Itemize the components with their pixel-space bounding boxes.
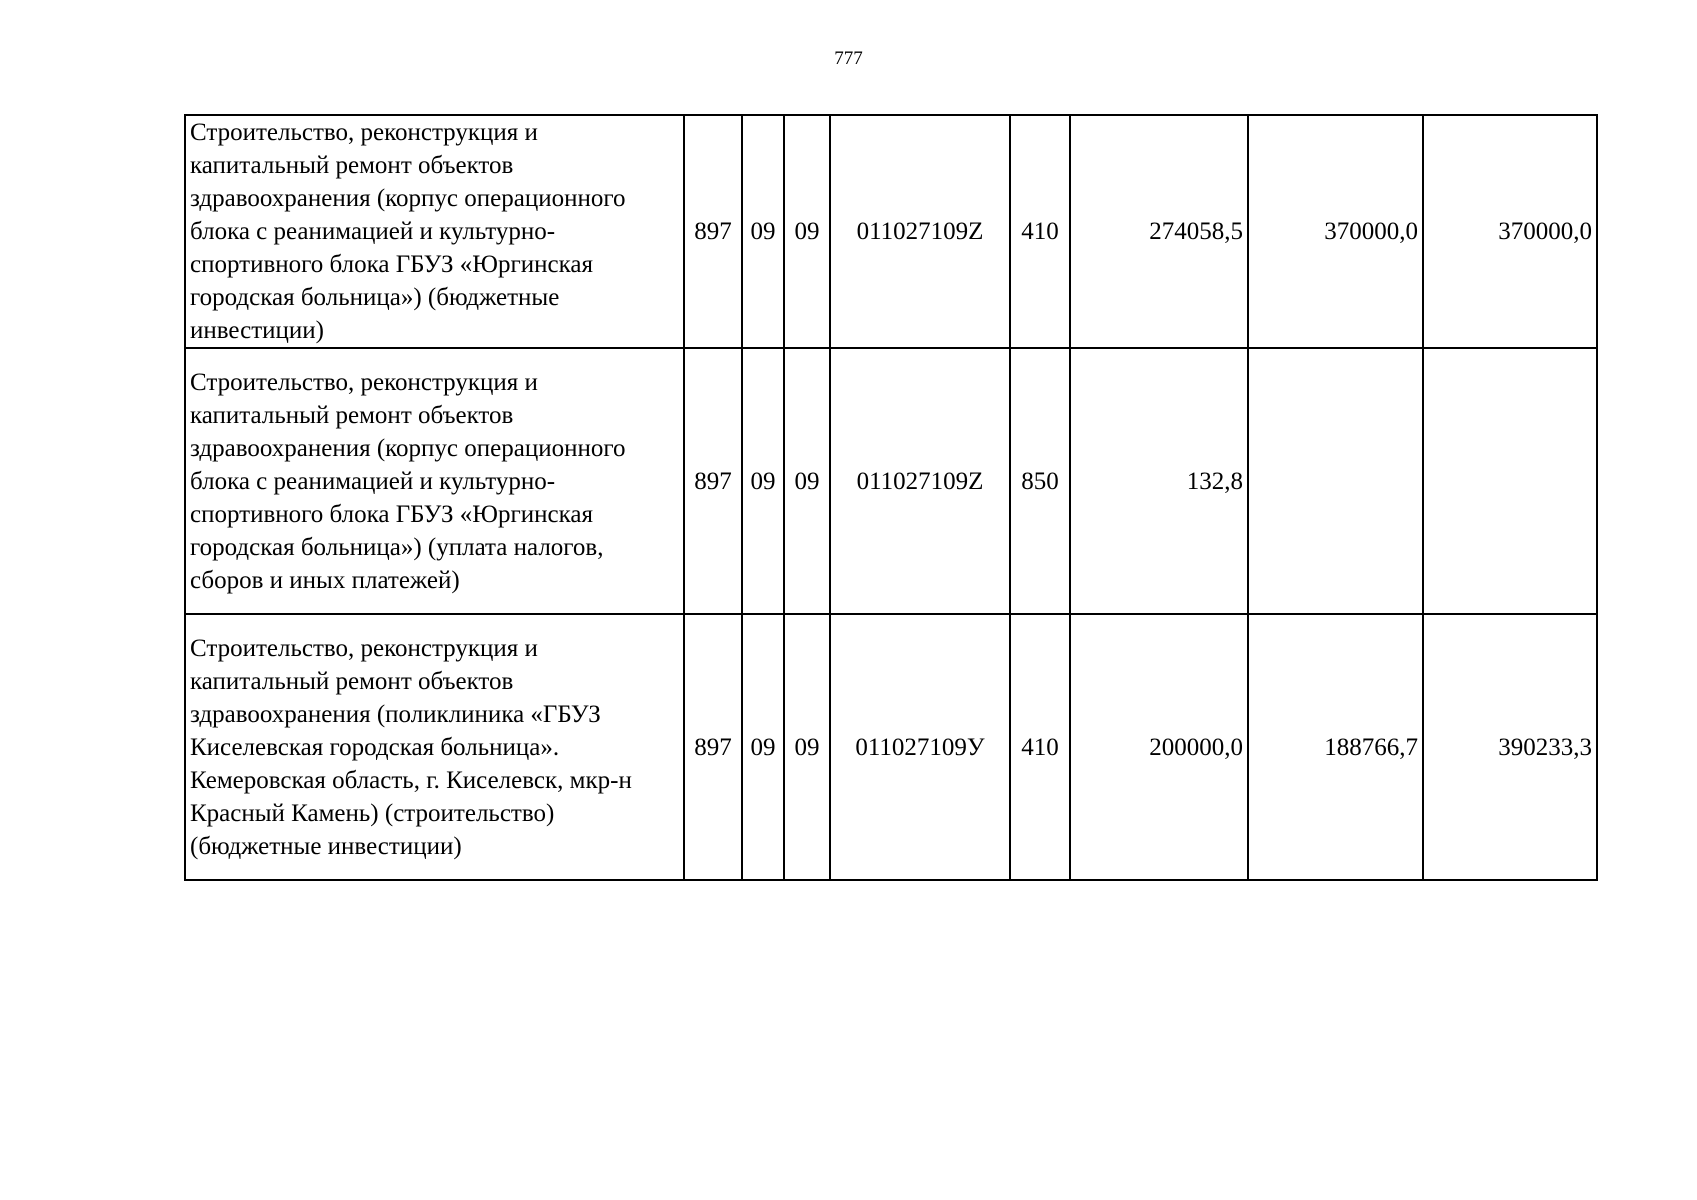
ministry-code-cell: 897 bbox=[684, 115, 742, 348]
page-number: 777 bbox=[834, 48, 863, 69]
subsection-code-cell: 09 bbox=[784, 115, 830, 348]
ministry-code-cell: 897 bbox=[684, 614, 742, 880]
section-code-cell: 09 bbox=[742, 348, 784, 614]
amount-1-cell: 274058,5 bbox=[1070, 115, 1248, 348]
description-cell: Строительство, реконструкция и капитальный ремонт объектов здравоохранения (корпус операционного блока с реанимацией и культурно-спортивного блока ГБУЗ «Юргинская городская больница») (уплата налогов, сборов и иных платежей) bbox=[185, 348, 684, 614]
description-cell: Строительство, реконструкция и капитальный ремонт объектов здравоохранения (поликлиника «ГБУЗ Киселевская городская больница». Кемеровская область, г. Киселевск, мкр-н Красный Камень) (строительство) (бюджетные инвестиции) bbox=[185, 614, 684, 880]
table-row bbox=[185, 115, 1597, 348]
amount-2-cell: 370000,0 bbox=[1248, 115, 1423, 348]
ministry-code-cell: 897 bbox=[684, 348, 742, 614]
amount-3-cell: 390233,3 bbox=[1423, 614, 1597, 880]
table-row bbox=[185, 614, 1597, 880]
amount-3-cell bbox=[1423, 348, 1597, 614]
amount-1-cell: 200000,0 bbox=[1070, 614, 1248, 880]
amount-1-cell: 132,8 bbox=[1070, 348, 1248, 614]
amount-3-cell: 370000,0 bbox=[1423, 115, 1597, 348]
subsection-code-cell: 09 bbox=[784, 614, 830, 880]
expense-type-cell: 850 bbox=[1010, 348, 1070, 614]
target-article-cell: 011027109У bbox=[830, 614, 1010, 880]
section-code-cell: 09 bbox=[742, 115, 784, 348]
amount-2-cell: 188766,7 bbox=[1248, 614, 1423, 880]
expense-type-cell: 410 bbox=[1010, 614, 1070, 880]
target-article-cell: 011027109Z bbox=[830, 115, 1010, 348]
section-code-cell: 09 bbox=[742, 614, 784, 880]
budget-table bbox=[184, 114, 1598, 881]
description-cell: Строительство, реконструкция и капитальный ремонт объектов здравоохранения (корпус операционного блока с реанимацией и культурно-спортивного блока ГБУЗ «Юргинская городская больница») (бюджетные инвестиции) bbox=[185, 115, 684, 348]
expense-type-cell: 410 bbox=[1010, 115, 1070, 348]
amount-2-cell bbox=[1248, 348, 1423, 614]
target-article-cell: 011027109Z bbox=[830, 348, 1010, 614]
subsection-code-cell: 09 bbox=[784, 348, 830, 614]
table-row bbox=[185, 348, 1597, 614]
